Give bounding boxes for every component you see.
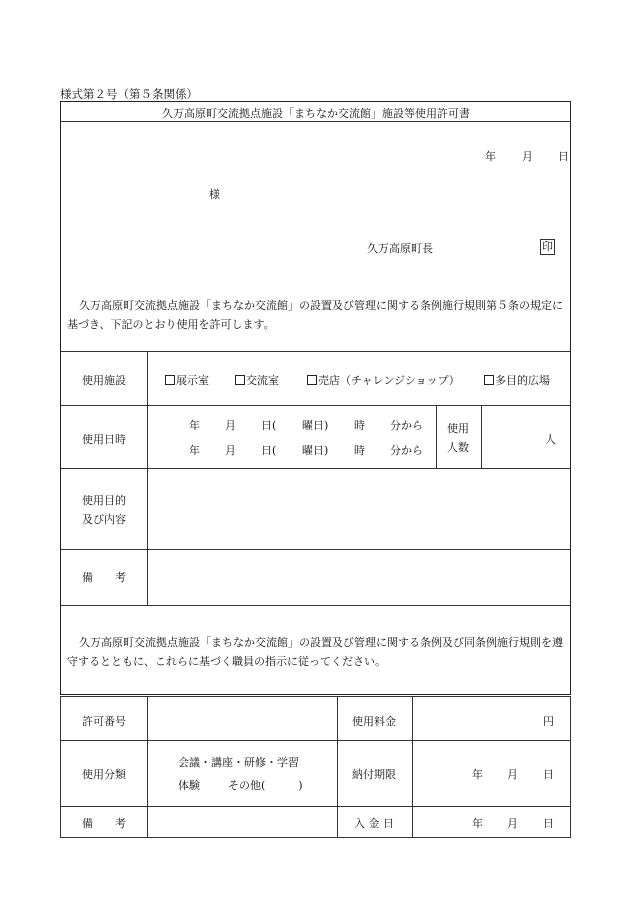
addressee-suffix: 様	[209, 188, 220, 201]
deposit-year: 年	[472, 817, 483, 830]
people-unit: 人	[545, 433, 556, 446]
permit-form	[60, 101, 571, 695]
end-day: 日(	[261, 444, 277, 457]
facility-option-exhibition[interactable]: 展示室	[165, 372, 209, 388]
facility-option-shop[interactable]: 売店（チャレンジショップ）	[307, 372, 460, 388]
start-minute: 分から	[390, 419, 423, 432]
facility-option-exchange-room[interactable]: 交流室	[235, 372, 279, 388]
office-remarks-label: 備 考	[82, 817, 126, 830]
purpose-label-1: 使用目的	[82, 494, 126, 507]
end-weekday: 曜日)	[302, 444, 329, 457]
office-use-table	[60, 696, 571, 838]
datetime-label: 使用日時	[82, 433, 126, 446]
checkbox-icon[interactable]	[484, 375, 494, 385]
start-weekday: 曜日)	[302, 419, 329, 432]
issuer-name: 久万高原町長	[367, 242, 433, 255]
checkbox-icon[interactable]	[235, 375, 245, 385]
fee-unit: 円	[543, 715, 554, 728]
compliance-text: 久万高原町交流拠点施設「まちなか交流館」の設置及び管理に関する条例及び同条例施行規則を遵守するとともに、これらに基づく職員の指示に従ってください。	[67, 636, 563, 668]
form-number: 様式第２号（第５条関係）	[60, 87, 198, 101]
end-month: 月	[225, 444, 236, 457]
start-hour: 時	[354, 419, 365, 432]
end-year: 年	[189, 444, 200, 457]
due-month: 月	[507, 768, 518, 781]
date-month: 月	[522, 150, 533, 163]
purpose-label-2: 及び内容	[82, 513, 126, 526]
form-title: 久万高原町交流拠点施設「まちなか交流館」施設等使用許可書	[162, 107, 470, 120]
deposit-date-label: 入 金 日	[354, 817, 394, 830]
deposit-day: 日	[543, 817, 554, 830]
start-month: 月	[225, 419, 236, 432]
due-date-label: 納付期限	[352, 768, 396, 781]
category-line2-other: その他( )	[228, 779, 303, 792]
people-label-2: 人数	[447, 441, 469, 454]
people-label-1: 使用	[447, 422, 469, 435]
category-line2-experience: 体験	[178, 779, 200, 792]
fee-label: 使用料金	[352, 715, 396, 728]
category-label: 使用分類	[82, 768, 126, 781]
checkbox-icon[interactable]	[165, 375, 175, 385]
start-day: 日(	[261, 419, 277, 432]
date-year: 年	[485, 150, 496, 163]
checkbox-icon[interactable]	[307, 375, 317, 385]
end-minute: 分から	[390, 444, 423, 457]
end-hour: 時	[354, 444, 365, 457]
permission-text: 久万高原町交流拠点施設「まちなか交流館」の設置及び管理に関する条例施行規則第５条の規定に基づき、下記のとおり使用を許可します。	[67, 299, 563, 331]
due-day: 日	[543, 768, 554, 781]
seal-mark: 印	[542, 240, 553, 253]
start-year: 年	[189, 419, 200, 432]
permit-number-label: 許可番号	[82, 715, 126, 728]
deposit-month: 月	[507, 817, 518, 830]
facility-option-plaza[interactable]: 多目的広場	[484, 372, 550, 388]
due-year: 年	[472, 768, 483, 781]
category-line1: 会議・講座・研修・学習	[178, 756, 299, 769]
facility-label: 使用施設	[82, 374, 126, 387]
remarks-label: 備 考	[82, 571, 126, 584]
date-day: 日	[558, 150, 569, 163]
